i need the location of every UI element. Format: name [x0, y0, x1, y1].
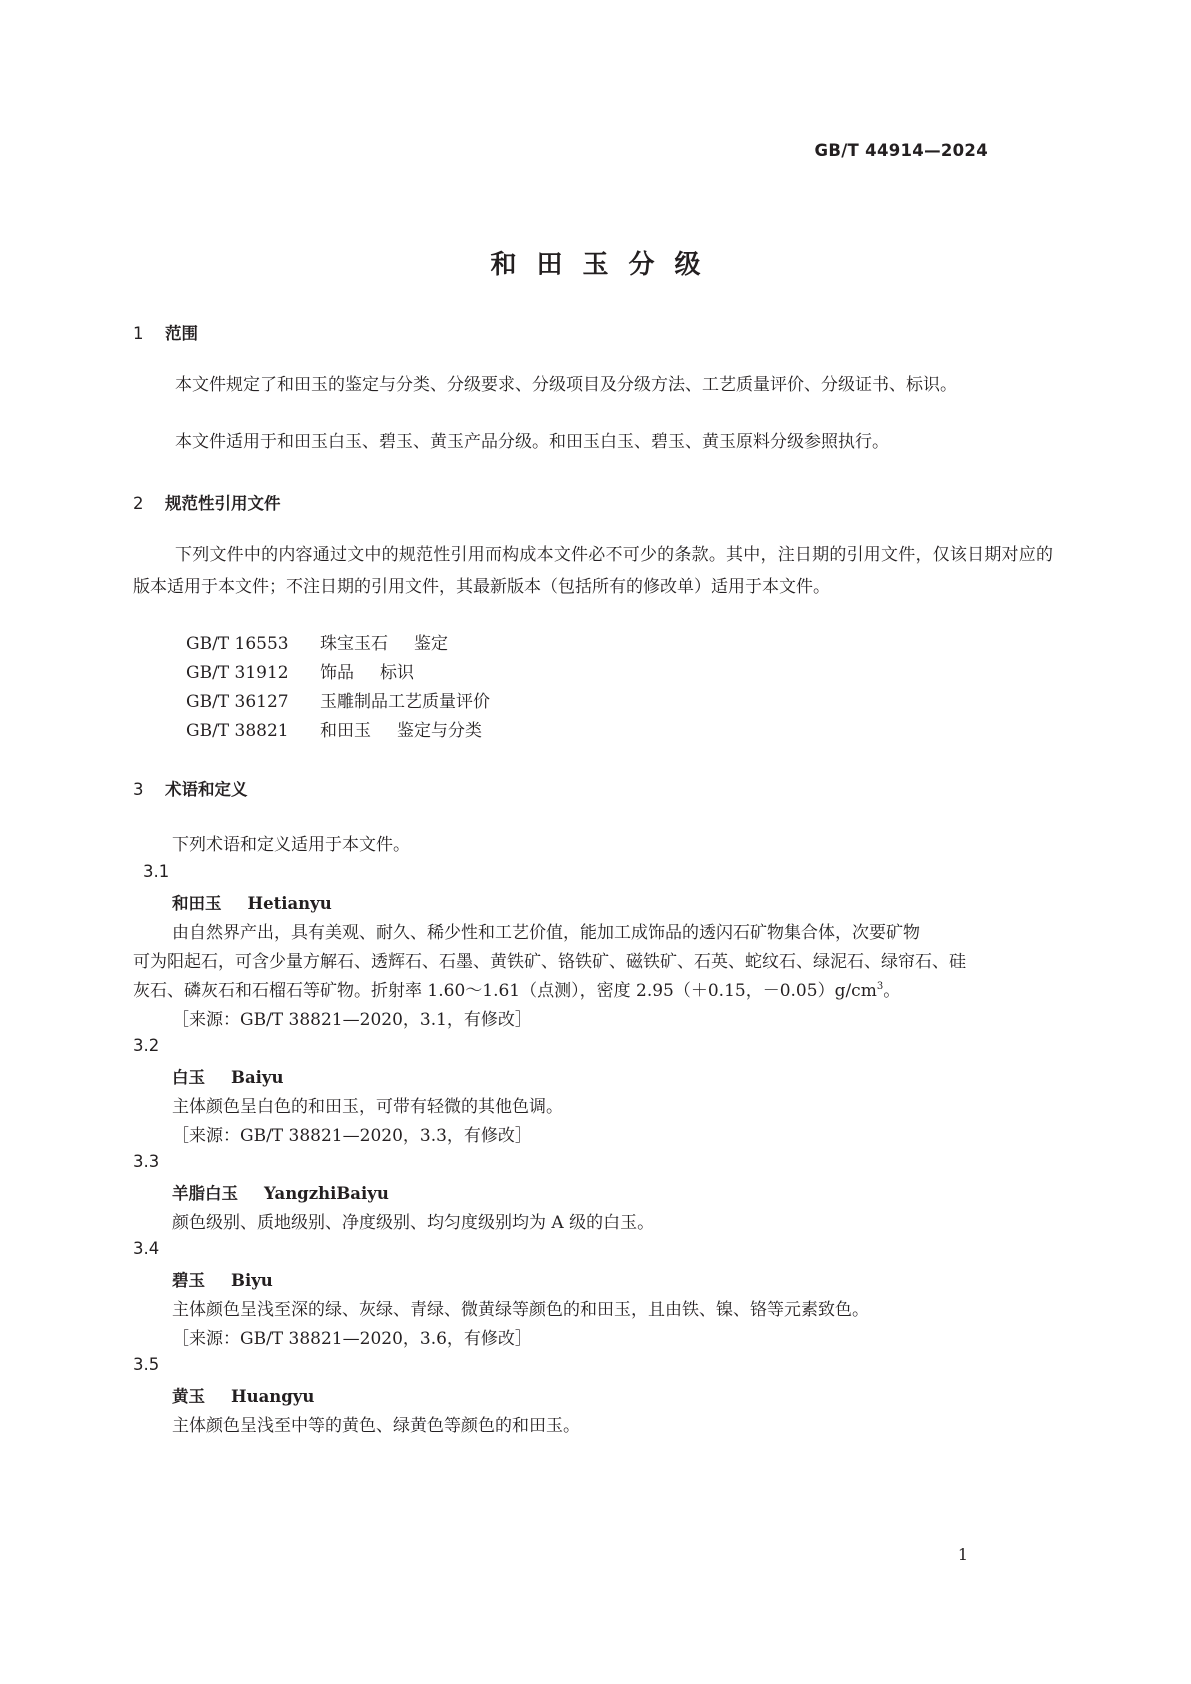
term-definition-line: 由自然界产出，具有美观、耐久、稀少性和工艺价值，能加工成饰品的透闪石矿物集合体，次要矿物 [172, 923, 920, 943]
section-2-paragraph: 下列文件中的内容通过文中的规范性引用而构成本文件必不可少的条款。其中，注日期的引用文件，仅该日期对应的版本适用于本文件；不注日期的引用文件，其最新版本（包括所有的修改单）适用于本文件。 [133, 545, 1053, 597]
term-definition-line: 主体颜色呈浅至中等的黄色、绿黄色等颜色的和田玉。 [172, 1416, 580, 1436]
reference-item [186, 658, 414, 683]
section-title: 范围 [165, 324, 198, 343]
page-number: 1 [957, 1545, 968, 1564]
reference-subtitle: 鉴定 [414, 634, 448, 654]
term-english: Baiyu [231, 1068, 284, 1087]
reference-title: 玉雕制品工艺质量评价 [320, 692, 490, 712]
term-english: Huangyu [231, 1387, 315, 1406]
section-1-paragraph-1: 本文件规定了和田玉的鉴定与分类、分级要求、分级项目及分级方法、工艺质量评价、分级证书、标识。 [175, 375, 957, 395]
section-3-intro: 下列术语和定义适用于本文件。 [172, 835, 410, 855]
section-1-heading [133, 320, 198, 344]
term-chinese: 碧玉 [172, 1271, 205, 1290]
reference-code: GB/T 16553 [186, 634, 289, 654]
term-definition-line: 主体颜色呈白色的和田玉，可带有轻微的其他色调。 [172, 1097, 563, 1117]
definition-text: 灰石、磷灰石和石榴石等矿物。折射率 1.60～1.61（点测），密度 2.95（＋0.15，－0.05）g/cm [133, 981, 877, 1001]
term-name [172, 1064, 284, 1088]
term-name [172, 1180, 389, 1204]
term-source: ［来源：GB/T 38821—2020，3.6，有修改］ [172, 1329, 532, 1349]
reference-code: GB/T 36127 [186, 692, 289, 712]
term-number: 3.2 [133, 1036, 160, 1055]
term-number: 3.5 [133, 1355, 160, 1374]
definition-end: 。 [883, 981, 901, 1001]
reference-code: GB/T 31912 [186, 663, 289, 683]
reference-title: 饰品 [320, 663, 354, 683]
term-name [172, 1267, 273, 1291]
standard-number: GB/T 44914—2024 [814, 141, 988, 160]
reference-subtitle: 标识 [380, 663, 414, 683]
term-definition-line: 可为阳起石，可含少量方解石、透辉石、石墨、黄铁矿、铬铁矿、磁铁矿、石英、蛇纹石、绿泥石、绿帘石、硅 [133, 952, 966, 972]
reference-title: 和田玉 [320, 721, 371, 741]
section-number: 2 [133, 494, 144, 513]
term-english: YangzhiBaiyu [264, 1184, 389, 1203]
section-2-heading [133, 490, 281, 514]
reference-item [186, 629, 448, 654]
reference-item [186, 716, 482, 741]
section-number: 3 [133, 780, 144, 799]
term-definition-line: 颜色级别、质地级别、净度级别、均匀度级别均为 A 级的白玉。 [172, 1213, 655, 1233]
term-chinese: 和田玉 [172, 894, 222, 913]
reference-subtitle: 鉴定与分类 [397, 721, 482, 741]
term-definition-line [133, 976, 900, 1001]
section-title: 术语和定义 [165, 780, 248, 799]
section-1-paragraph-2: 本文件适用于和田玉白玉、碧玉、黄玉产品分级。和田玉白玉、碧玉、黄玉原料分级参照执行。 [175, 432, 889, 452]
term-source: ［来源：GB/T 38821—2020，3.1，有修改］ [172, 1010, 532, 1030]
section-title: 规范性引用文件 [165, 494, 281, 513]
term-chinese: 羊脂白玉 [172, 1184, 238, 1203]
term-chinese: 白玉 [172, 1068, 205, 1087]
term-name [172, 890, 332, 914]
document-title: 和田玉分级 [490, 250, 721, 280]
reference-title: 珠宝玉石 [320, 634, 388, 654]
term-chinese: 黄玉 [172, 1387, 205, 1406]
term-number: 3.3 [133, 1152, 160, 1171]
reference-item [186, 687, 490, 712]
section-3-heading [133, 776, 248, 800]
term-definition-line: 主体颜色呈浅至深的绿、灰绿、青绿、微黄绿等颜色的和田玉，且由铁、镍、铬等元素致色。 [172, 1300, 869, 1320]
term-english: Hetianyu [247, 894, 332, 913]
reference-code: GB/T 38821 [186, 721, 289, 741]
term-name [172, 1383, 314, 1407]
section-number: 1 [133, 324, 144, 343]
term-source: ［来源：GB/T 38821—2020，3.3，有修改］ [172, 1126, 532, 1146]
term-number: 3.4 [133, 1239, 160, 1258]
term-english: Biyu [231, 1271, 273, 1290]
term-number: 3.1 [143, 862, 170, 881]
superscript: 3 [876, 981, 884, 992]
